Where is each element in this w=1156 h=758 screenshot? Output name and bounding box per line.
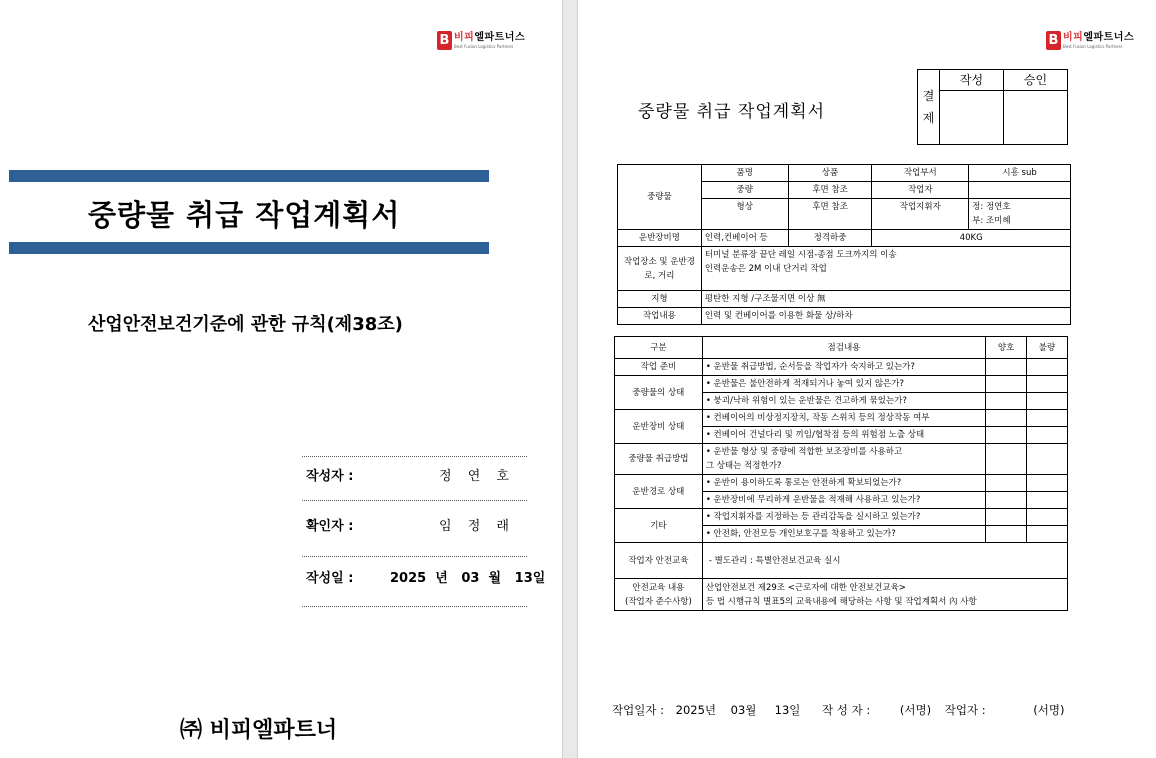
checklist-item: • 운반물 취급방법, 순서등을 작업자가 숙지하고 있는가? [702, 359, 985, 376]
check-good-cell[interactable] [986, 492, 1027, 509]
approval-col-approve: 승인 [1004, 70, 1068, 91]
logo-tagline: Best Fusion Logistics Partners [454, 43, 514, 49]
checker-value: 임 정 래 [439, 519, 515, 534]
value-rated: 40KG [872, 230, 1071, 247]
check-good-cell[interactable] [986, 427, 1027, 444]
footer-sign-2[interactable]: (서명) [1033, 703, 1065, 717]
divider [302, 456, 527, 457]
checklist-item: • 붕괴/낙하 위험이 있는 운반물은 견고하게 묶었는가? [702, 393, 985, 410]
logo-mark-icon: B [1046, 31, 1061, 50]
place-line-1: 터미널 분류장 끝단 레일 시점-종점 도크까지의 이송 [704, 250, 897, 260]
approval-side-label: 결 제 [918, 70, 940, 145]
date-label: 작성일 : [306, 571, 354, 586]
plan-footer [612, 702, 1064, 718]
check-good-cell[interactable] [986, 376, 1027, 393]
header-rated: 정격하중 [788, 230, 872, 247]
date-value: 2025 년 03 월 13일 [390, 571, 546, 586]
divider [302, 556, 527, 557]
approval-approve-box[interactable] [1004, 91, 1068, 145]
divider [302, 500, 527, 501]
label-terrain: 지형 [618, 291, 702, 308]
divider [302, 606, 527, 607]
value-equip: 인력,컨베이어 등 [701, 230, 788, 247]
checklist-category: 운반장비 상태 [615, 410, 703, 444]
checklist-item: • 컨베이어 건널다리 및 끼임/협착점 등의 위험점 노출 상태 [702, 427, 985, 444]
value-edu-content [702, 579, 1067, 611]
author-label: 작성자 : [306, 469, 354, 484]
logo-mark-icon: B [437, 31, 452, 50]
info-table [617, 164, 1071, 325]
company-logo [1046, 31, 1134, 50]
value-place [701, 247, 1070, 291]
checklist-item: • 작업지휘자를 지정하는 등 관리감독을 실시하고 있는가? [702, 509, 985, 526]
checklist-body [615, 359, 1068, 543]
checklist-category: 중량물 취급방법 [615, 444, 703, 475]
checklist-item: • 컨베이어의 비상정지장치, 작동 스위치 등의 정상작동 여부 [702, 410, 985, 427]
logo-tagline: Best Fusion Logistics Partners [1063, 43, 1123, 49]
value-item: 상품 [788, 165, 872, 182]
value-terrain: 평탄한 지형 /구조물지면 이상 無 [701, 291, 1070, 308]
footer-sign-1[interactable]: (서명) [899, 703, 932, 717]
edu-content-label-1: 안전교육 내용 [632, 582, 685, 593]
label-place: 작업장소 및 운반경로, 거리 [618, 247, 702, 291]
header-weight: 중량 [701, 182, 788, 199]
checklist-row [615, 376, 1068, 393]
cover-page [0, 0, 562, 758]
check-bad-cell[interactable] [1027, 526, 1068, 543]
edu-content-line-2: 등 법 시행규칙 별표5의 교육내용에 해당하는 사항 및 작업계획서 內 사항 [705, 596, 977, 607]
header-category: 구분 [615, 337, 703, 359]
value-dept: 시흥 sub [969, 165, 1071, 182]
checklist-item: • 운반물은 불안전하게 적재되거나 놓여 있지 않은가? [702, 376, 985, 393]
header-content: 점검내용 [702, 337, 985, 359]
value-weight: 후면 참조 [788, 182, 872, 199]
value-education: - 별도관리 : 특별안전보건교육 실시 [702, 543, 1067, 579]
check-bad-cell[interactable] [1027, 509, 1068, 526]
check-good-cell[interactable] [986, 526, 1027, 543]
logo-name-black: 엘파트너스 [1083, 31, 1135, 43]
checklist-category: 기타 [615, 509, 703, 543]
header-dept: 작업부서 [872, 165, 969, 182]
header-worker: 작업자 [872, 182, 969, 199]
checklist-item: • 운반물 형상 및 중량에 적합한 보조장비를 사용하고 그 상태는 적정한가? [702, 444, 985, 475]
header-bad: 불량 [1027, 337, 1068, 359]
label-education: 작업자 안전교육 [615, 543, 703, 579]
value-worker [969, 182, 1071, 199]
approval-col-write: 작성 [940, 70, 1004, 91]
checklist-category: 작업 준비 [615, 359, 703, 376]
check-good-cell[interactable] [986, 475, 1027, 492]
footer-date: 2025년 03월 13일 [675, 703, 801, 717]
footer-date-label: 작업일자 : [612, 703, 664, 717]
title-bar-top [9, 170, 489, 182]
checklist-table [614, 336, 1068, 611]
label-heavy: 중량물 [618, 165, 702, 230]
approval-table [917, 69, 1068, 145]
check-bad-cell[interactable] [1027, 427, 1068, 444]
cover-subtitle: 산업안전보건기준에 관한 규칙(제38조) [88, 314, 403, 335]
edu-content-label-2: (작업자 준수사항) [625, 596, 692, 607]
label-work: 작업내용 [618, 308, 702, 325]
check-bad-cell[interactable] [1027, 410, 1068, 427]
check-bad-cell[interactable] [1027, 393, 1068, 410]
checklist-row [615, 410, 1068, 427]
logo-name-red: 비피 [1063, 31, 1084, 43]
edu-content-line-1: 산업안전보건 제29조 <근로자에 대한 안전보건교육> [705, 582, 906, 593]
place-line-2: 인력운송은 2M 이내 단거리 작업 [704, 264, 827, 274]
page-gutter [562, 0, 578, 758]
leader-secondary: 부: 조미혜 [972, 216, 1011, 226]
checklist-row [615, 444, 1068, 475]
value-leader [969, 199, 1071, 230]
checklist-item: • 운반장비에 무리하게 운반물을 적재해 사용하고 있는가? [702, 492, 985, 509]
footer-worker-label: 작업자 : [944, 703, 986, 717]
check-good-cell[interactable] [986, 509, 1027, 526]
header-shape: 형상 [701, 199, 788, 230]
header-leader: 작업지휘자 [872, 199, 969, 230]
leader-primary: 정: 정연호 [972, 202, 1011, 212]
checklist-row [615, 359, 1068, 376]
value-shape: 후면 참조 [788, 199, 872, 230]
approval-write-box[interactable] [940, 91, 1004, 145]
checker-label: 확인자 : [306, 519, 354, 534]
check-good-cell[interactable] [986, 444, 1027, 475]
check-bad-cell[interactable] [1027, 376, 1068, 393]
check-bad-cell[interactable] [1027, 492, 1068, 509]
checklist-row [615, 509, 1068, 526]
header-item: 품명 [701, 165, 788, 182]
header-good: 양호 [986, 337, 1027, 359]
checklist-item: • 안전화, 안전모등 개인보호구를 착용하고 있는가? [702, 526, 985, 543]
company-name: ㈜ 비피엘파트너 [180, 718, 338, 743]
logo-name-black: 엘파트너스 [474, 31, 526, 43]
company-logo [437, 31, 525, 50]
checklist-item: • 운반이 용이하도록 통로는 안전하게 확보되었는가? [702, 475, 985, 492]
check-good-cell[interactable] [986, 393, 1027, 410]
checklist-category: 운반경로 상태 [615, 475, 703, 509]
cover-title: 중량물 취급 작업계획서 [88, 198, 401, 232]
label-edu-content [615, 579, 703, 611]
value-work: 인력 및 컨베이어를 이용한 화물 상/하차 [701, 308, 1070, 325]
check-bad-cell[interactable] [1027, 359, 1068, 376]
check-good-cell[interactable] [986, 359, 1027, 376]
title-bar-bottom [9, 242, 489, 254]
logo-name-red: 비피 [454, 31, 475, 43]
author-value: 정 연 호 [439, 469, 515, 484]
checklist-category: 중량물의 상태 [615, 376, 703, 410]
check-good-cell[interactable] [986, 410, 1027, 427]
label-equip: 운반장비명 [618, 230, 702, 247]
plan-title: 중량물 취급 작업계획서 [638, 102, 826, 122]
check-bad-cell[interactable] [1027, 444, 1068, 475]
checklist-row [615, 475, 1068, 492]
footer-writer-label: 작 성 자 : [822, 703, 871, 717]
check-bad-cell[interactable] [1027, 475, 1068, 492]
plan-page [578, 0, 1156, 758]
